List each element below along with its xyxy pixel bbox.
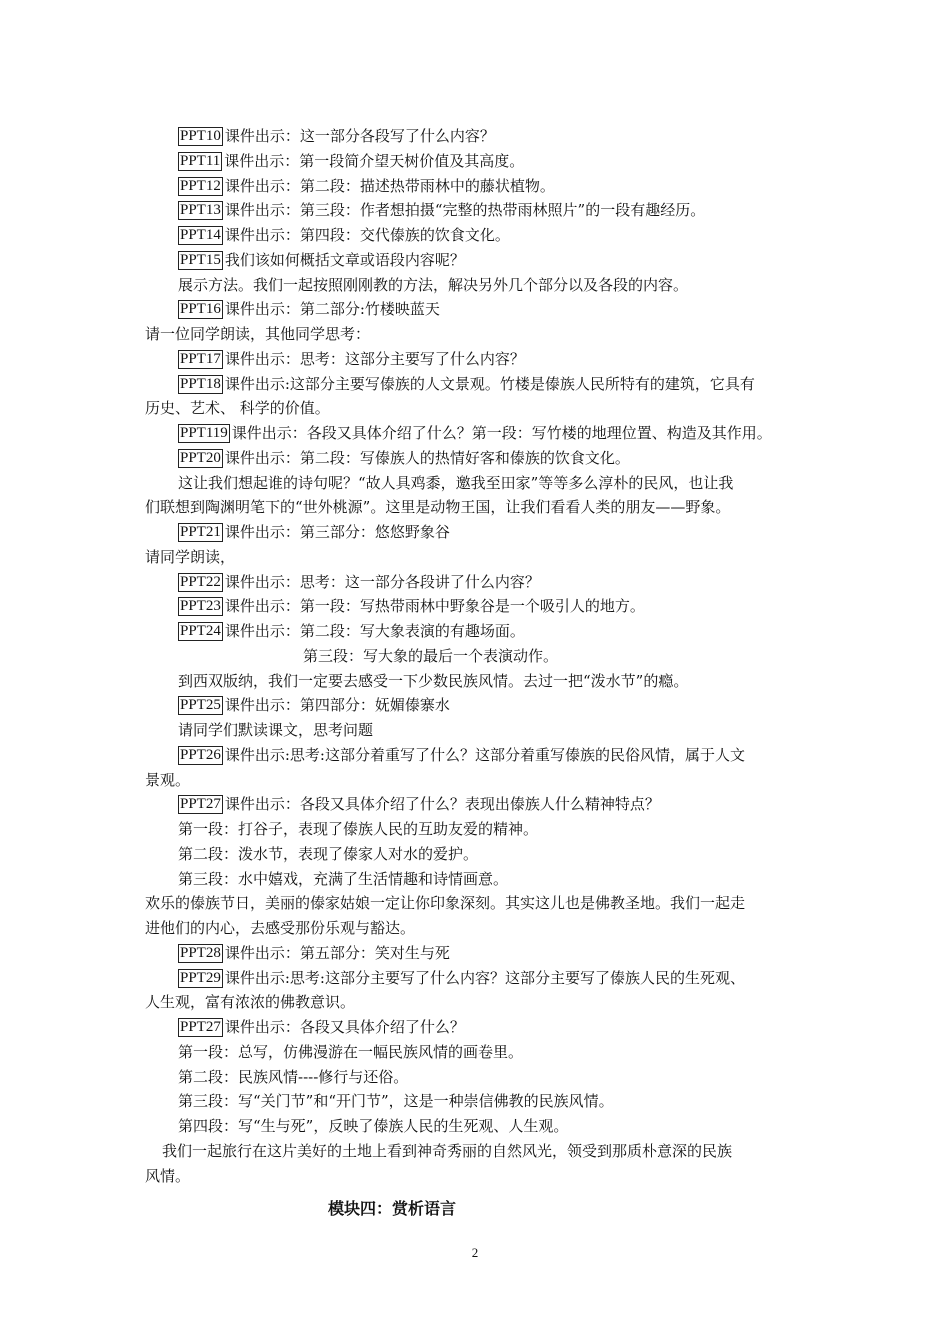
line-text: 课件出示：思考：这部分主要写了什么内容？	[224, 349, 525, 368]
line-text: 我们该如何概括文章或语段内容呢？	[224, 250, 465, 269]
line-text: 这让我们想起谁的诗句呢？“故人具鸡黍，邀我至田家”等等多么淳朴的民风，也让我	[178, 473, 734, 492]
line-text: 第三段：写“关门节”和“开门节”，这是一种崇信佛教的民族风情。	[178, 1092, 614, 1111]
slide-tag: PPT10	[180, 128, 221, 144]
text-line	[0, 322, 950, 347]
text-line	[0, 867, 950, 892]
text-line	[0, 124, 950, 149]
slide-tag: PPT18	[180, 375, 221, 392]
text-line	[0, 520, 950, 545]
text-line	[0, 223, 950, 248]
line-text: 风情。	[145, 1166, 191, 1185]
text-line	[0, 1065, 950, 1090]
text-line	[0, 817, 950, 842]
line-text: 课件出示：第二段：写大象表演的有趣场面。	[224, 622, 525, 640]
slide-tag: PPT21	[180, 524, 221, 540]
slide-tag: PPT15	[180, 251, 221, 268]
text-line	[0, 495, 950, 520]
line-text: 历史、艺术、 科学的价值。	[145, 399, 330, 418]
text-line	[0, 718, 950, 743]
line-text: 课件出示：第一段：写热带雨林中野象谷是一个吸引人的地方。	[224, 597, 645, 616]
line-text: 课件出示：第三部分：悠悠野象谷	[224, 523, 450, 541]
line-text: 课件出示：各段又具体介绍了什么？第一段：写竹楼的地理位置、构造及其作用。	[231, 424, 772, 442]
line-text: 课件出示：思考：这一部分各段讲了什么内容？	[224, 572, 540, 591]
text-line	[0, 1089, 950, 1114]
slide-tag: PPT29	[180, 969, 221, 986]
text-line	[0, 347, 950, 372]
line-text: 课件出示:思考:这部分着重写了什么？这部分着重写傣族的民俗风情，属于人文	[224, 745, 745, 764]
slide-tag: PPT119	[180, 425, 228, 441]
line-text: 课件出示：第四段：交代傣族的饮食文化。	[224, 226, 510, 244]
line-text: 课件出示：第五部分：笑对生与死	[224, 943, 450, 962]
line-text: 课件出示：第二段：写傣族人的热情好客和傣族的饮食文化。	[224, 448, 630, 467]
slide-tag: PPT27	[180, 796, 221, 813]
page-number: 2	[471, 1245, 479, 1260]
slide-tag: PPT17	[180, 350, 221, 367]
slide-tag: PPT23	[180, 598, 221, 615]
text-line	[0, 941, 950, 966]
line-text: 进他们的内心，去感受那份乐观与豁达。	[145, 919, 416, 937]
text-line	[0, 768, 950, 793]
text-line	[0, 471, 950, 496]
text-line	[0, 1139, 950, 1164]
line-text: 景观。	[145, 770, 191, 789]
text-line	[0, 594, 950, 619]
text-line	[0, 570, 950, 595]
text-line	[0, 966, 950, 991]
line-text: 第三段：写大象的最后一个表演动作。	[303, 646, 559, 665]
text-line	[0, 916, 950, 941]
text-line	[0, 446, 950, 471]
slide-tag: PPT20	[180, 449, 221, 466]
line-text: 课件出示:思考:这部分主要写了什么内容？这部分主要写了傣族人民的生死观、	[224, 968, 745, 987]
line-text: 请同学们默读课文，思考问题	[178, 721, 374, 739]
text-line	[0, 198, 950, 223]
text-line	[0, 396, 950, 421]
text-line	[0, 149, 950, 174]
line-text: 课件出示：第四部分：妩媚傣寨水	[224, 696, 450, 715]
text-line	[0, 644, 950, 669]
slide-tag: PPT27	[180, 1019, 221, 1035]
text-line	[0, 421, 950, 446]
line-text: 请一位同学朗读，其他同学思考：	[145, 325, 371, 343]
text-line	[0, 273, 950, 298]
section-heading: 模块四：赏析语言	[328, 1199, 457, 1218]
slide-tag: PPT25	[180, 697, 221, 714]
slide-tag: PPT12	[180, 177, 221, 194]
slide-tag: PPT16	[180, 301, 221, 318]
text-line	[0, 248, 950, 273]
line-text: 课件出示：第三段：作者想拍摄“完整的热带雨林照片”的一段有趣经历。	[224, 201, 706, 220]
text-line	[0, 297, 950, 322]
slide-tag: PPT13	[180, 202, 221, 219]
line-text: 我们一起旅行在这片美好的土地上看到神奇秀丽的自然风光，领受到那质朴意深的民族	[162, 1141, 733, 1160]
line-text: 人生观，富有浓浓的佛教意识。	[145, 993, 356, 1012]
slide-tag: PPT28	[180, 944, 221, 961]
text-line	[0, 619, 950, 644]
text-line	[0, 792, 950, 817]
text-line	[0, 1114, 950, 1139]
line-text: 到西双版纳，我们一定要去感受一下少数民族风情。去过一把“泼水节”的瘾。	[178, 671, 689, 690]
text-line	[0, 842, 950, 867]
slide-tag: PPT26	[180, 746, 221, 763]
line-text: 课件出示：各段又具体介绍了什么？	[224, 1018, 465, 1036]
text-line	[0, 669, 950, 694]
line-text: 课件出示：这一部分各段写了什么内容？	[224, 127, 495, 145]
line-text: 请同学朗读，	[145, 547, 236, 566]
text-line	[0, 545, 950, 570]
line-text: 课件出示：第一段简介望天树价值及其高度。	[224, 151, 525, 170]
line-text: 课件出示：第二段：描述热带雨林中的藤状植物。	[224, 176, 555, 195]
line-text: 第四段：写“生与死”，反映了傣族人民的生死观、人生观。	[178, 1117, 569, 1135]
line-text: 第二段：泼水节，表现了傣家人对水的爱护。	[178, 844, 479, 863]
line-text: 第一段：打谷子，表现了傣族人民的互助友爱的精神。	[178, 820, 539, 838]
text-line	[0, 990, 950, 1015]
line-text: 第二段：民族风情----修行与还俗。	[178, 1067, 409, 1086]
text-line	[0, 891, 950, 916]
text-line	[0, 743, 950, 768]
text-line	[0, 693, 950, 718]
slide-tag: PPT14	[180, 227, 221, 243]
line-text: 展示方法。我们一起按照刚刚教的方法，解决另外几个部分以及各段的内容。	[178, 275, 689, 294]
slide-tag: PPT24	[180, 623, 221, 639]
line-text: 课件出示:这部分主要写傣族的人文景观。竹楼是傣族人民所特有的建筑，它具有	[224, 374, 755, 393]
text-line	[0, 1164, 950, 1189]
line-text: 课件出示：各段又具体介绍了什么？表现出傣族人什么精神特点？	[224, 795, 660, 814]
line-text: 们联想到陶渊明笔下的“世外桃源”。这里是动物王国，让我们看看人类的朋友——野象。	[145, 498, 731, 517]
text-line	[0, 1040, 950, 1065]
line-text: 第三段：水中嬉戏，充满了生活情趣和诗情画意。	[178, 869, 509, 888]
text-line	[0, 174, 950, 199]
text-line	[0, 372, 950, 397]
line-text: 第一段：总写，仿佛漫游在一幅民族风情的画卷里。	[178, 1042, 524, 1061]
line-text: 课件出示：第二部分:竹楼映蓝天	[224, 300, 440, 319]
slide-tag: PPT22	[180, 573, 221, 590]
slide-tag: PPT11	[180, 152, 221, 169]
text-line	[0, 1015, 950, 1040]
line-text: 欢乐的傣族节日，美丽的傣家姑娘一定让你印象深刻。其实这儿也是佛教圣地。我们一起走	[145, 894, 746, 913]
